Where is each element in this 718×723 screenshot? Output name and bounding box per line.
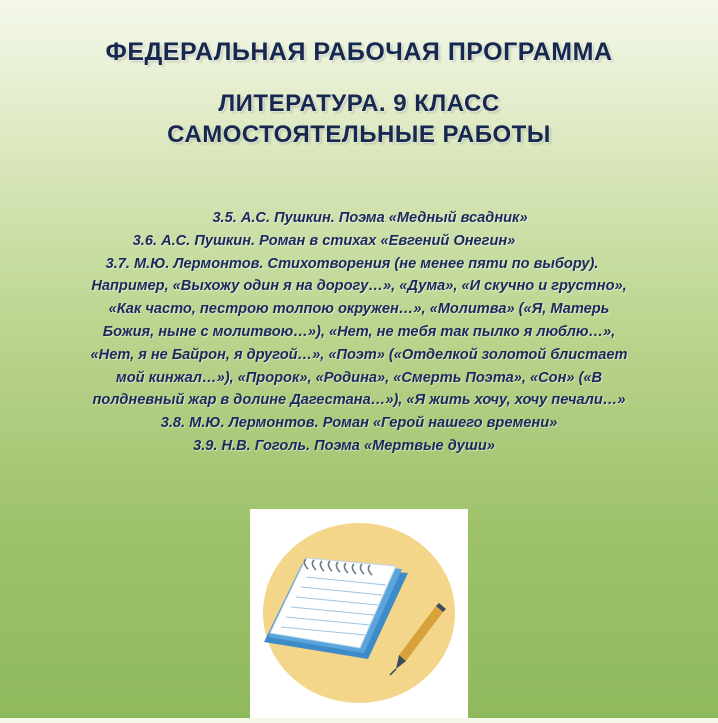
works-line: 3.5. А.С. Пушкин. Поэма «Медный всадник» [212,210,528,226]
works-line: «Как часто, пестрою толпою окружен…», «Молитва» («Я, Матерь [108,301,610,318]
works-list [10,207,708,458]
works-line: мой кинжал…»), «Пророк», «Родина», «Смерть Поэта», «Сон» («В [115,369,603,386]
notebook-illustration [250,509,468,718]
subtitle-line-1: ЛИТЕРАТУРА. 9 КЛАСС [218,90,500,117]
works-line: 3.9. Н.В. Гоголь. Поэма «Мертвые души» [193,437,495,454]
works-line: «Нет, я не Байрон, я другой…», «Поэт» («Отделкой золотой блистает [90,346,628,363]
page-title: ФЕДЕРАЛЬНАЯ РАБОЧАЯ ПРОГРАММА [105,38,613,66]
works-line: Божия, ныне с молитвою…»), «Нет, не тебя так пылко я люблю…», [102,323,616,340]
page-subtitle [0,88,718,150]
works-line: Например, «Выхожу один я на дорогу…», «Дума», «И скучно и грустно», [91,278,627,295]
subtitle-line-2: САМОСТОЯТЕЛЬНЫЕ РАБОТЫ [167,121,551,148]
works-line: полдневный жар в долине Дагестана…»), «Я жить хочу, хочу печали…» [92,392,626,409]
works-line: 3.8. М.Ю. Лермонтов. Роман «Герой нашего времени» [160,415,558,432]
works-line: 3.7. М.Ю. Лермонтов. Стихотворения (не менее пяти по выбору). [105,255,599,272]
works-line: 3.6. А.С. Пушкин. Роман в стихах «Евгений Онегин» [132,232,516,249]
notebook-with-pen-icon [250,509,468,718]
